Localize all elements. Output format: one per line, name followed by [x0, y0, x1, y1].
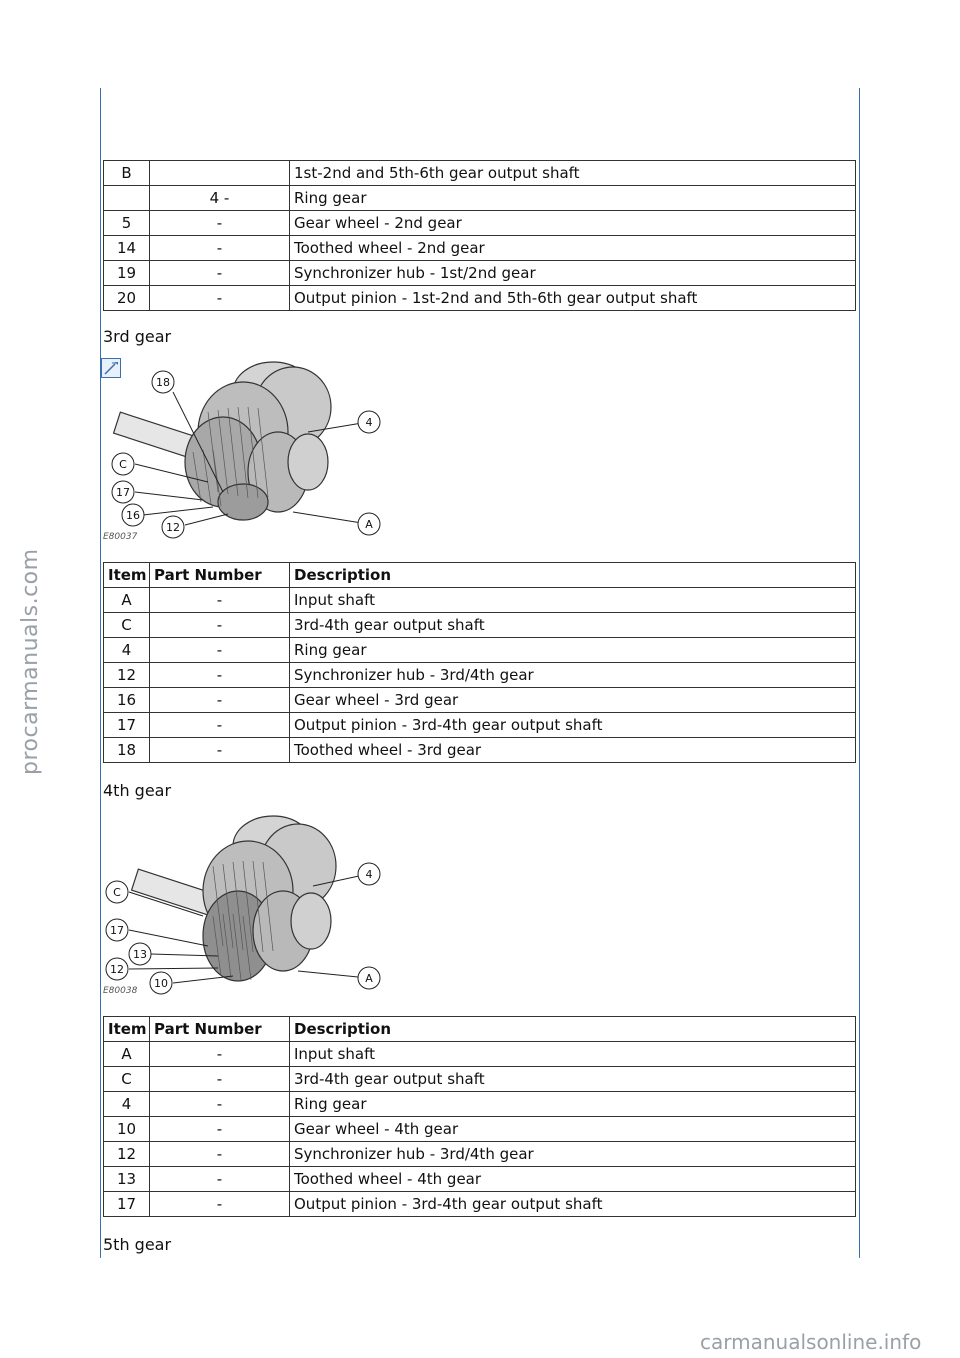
table-row — [104, 663, 856, 688]
table-row — [104, 688, 856, 713]
description-cell: Output pinion - 1st-2nd and 5th-6th gear output shaft — [290, 286, 856, 311]
item-cell: 12 — [104, 1142, 150, 1167]
description-cell: Ring gear — [290, 186, 856, 211]
item-cell: A — [104, 1042, 150, 1067]
item-cell: 14 — [104, 236, 150, 261]
parts-table-3rd-gear — [103, 562, 856, 763]
item-cell: B — [104, 161, 150, 186]
item-cell: 16 — [104, 688, 150, 713]
callout-4: 4 — [365, 868, 373, 881]
table-row — [104, 1092, 856, 1117]
table-row — [104, 713, 856, 738]
parts-table-4th-gear — [103, 1016, 856, 1217]
watermark-procarmanuals: procarmanuals.com — [18, 548, 43, 775]
description-cell: Synchronizer hub - 3rd/4th gear — [290, 663, 856, 688]
part-number-cell: - — [150, 688, 290, 713]
table-row — [104, 286, 856, 311]
figure-code-3rd: E80037 — [103, 532, 138, 542]
item-cell: 4 — [104, 638, 150, 663]
description-cell: Gear wheel - 2nd gear — [290, 211, 856, 236]
part-number-cell: - — [150, 738, 290, 763]
table-row — [104, 1042, 856, 1067]
part-number-cell: - — [150, 211, 290, 236]
table-row — [104, 186, 856, 211]
item-cell: 13 — [104, 1167, 150, 1192]
table-row — [104, 1167, 856, 1192]
description-cell: Input shaft — [290, 1042, 856, 1067]
callout-12: 12 — [166, 521, 180, 534]
part-number-cell: - — [150, 286, 290, 311]
part-number-cell: - — [150, 638, 290, 663]
parts-table-top — [103, 160, 856, 311]
callout-18: 18 — [156, 376, 170, 389]
table-row — [104, 738, 856, 763]
part-number-cell: - — [150, 613, 290, 638]
table-row — [104, 161, 856, 186]
part-number-cell: 4 - — [150, 186, 290, 211]
description-cell: 3rd-4th gear output shaft — [290, 1067, 856, 1092]
description-cell: Output pinion - 3rd-4th gear output shaft — [290, 713, 856, 738]
description-cell: Toothed wheel - 4th gear — [290, 1167, 856, 1192]
header-description: Description — [290, 1017, 856, 1042]
header-description: Description — [290, 563, 856, 588]
description-cell: Synchronizer hub - 3rd/4th gear — [290, 1142, 856, 1167]
section-title-3rd-gear: 3rd gear — [103, 327, 172, 346]
description-cell: Toothed wheel - 3rd gear — [290, 738, 856, 763]
table-row — [104, 638, 856, 663]
item-cell: 20 — [104, 286, 150, 311]
table-row — [104, 1142, 856, 1167]
part-number-cell: - — [150, 1067, 290, 1092]
callout-16: 16 — [126, 509, 140, 522]
table-header-row — [104, 1017, 856, 1042]
header-item: Item — [104, 1017, 150, 1042]
description-cell: Ring gear — [290, 1092, 856, 1117]
left-border-rule — [100, 88, 101, 1258]
part-number-cell: - — [150, 588, 290, 613]
figure-code-4th: E80038 — [103, 986, 138, 996]
callout-12: 12 — [110, 963, 124, 976]
item-cell: 17 — [104, 1192, 150, 1217]
table-row — [104, 1117, 856, 1142]
item-cell: 17 — [104, 713, 150, 738]
item-cell: 12 — [104, 663, 150, 688]
table-row — [104, 588, 856, 613]
part-number-cell: - — [150, 1117, 290, 1142]
item-cell: 10 — [104, 1117, 150, 1142]
callout-A: A — [365, 518, 373, 531]
item-cell: A — [104, 588, 150, 613]
section-title-4th-gear: 4th gear — [103, 781, 172, 800]
callout-C: C — [119, 458, 127, 471]
part-number-cell: - — [150, 713, 290, 738]
gear-illustration-4th — [103, 806, 393, 1000]
part-number-cell: - — [150, 1167, 290, 1192]
table-row — [104, 613, 856, 638]
callout-10: 10 — [154, 977, 168, 990]
table-row — [104, 261, 856, 286]
header-part-number: Part Number — [150, 1017, 290, 1042]
table-row — [104, 211, 856, 236]
table-row — [104, 1067, 856, 1092]
description-cell: Ring gear — [290, 638, 856, 663]
description-cell: 1st-2nd and 5th-6th gear output shaft — [290, 161, 856, 186]
item-cell: 5 — [104, 211, 150, 236]
part-number-cell: - — [150, 1192, 290, 1217]
gear-illustration-3rd — [103, 352, 393, 544]
header-item: Item — [104, 563, 150, 588]
table-row — [104, 236, 856, 261]
part-number-cell: - — [150, 1042, 290, 1067]
item-cell: 19 — [104, 261, 150, 286]
item-cell: C — [104, 613, 150, 638]
callout-4: 4 — [365, 416, 373, 429]
table-row — [104, 1192, 856, 1217]
description-cell: Output pinion - 3rd-4th gear output shaft — [290, 1192, 856, 1217]
callout-17: 17 — [116, 486, 130, 499]
description-cell: Synchronizer hub - 1st/2nd gear — [290, 261, 856, 286]
description-cell: Toothed wheel - 2nd gear — [290, 236, 856, 261]
callout-13: 13 — [133, 948, 147, 961]
description-cell: Input shaft — [290, 588, 856, 613]
part-number-cell: - — [150, 1142, 290, 1167]
header-part-number: Part Number — [150, 563, 290, 588]
part-number-cell: - — [150, 1092, 290, 1117]
item-cell — [104, 186, 150, 211]
description-cell: Gear wheel - 3rd gear — [290, 688, 856, 713]
part-number-cell — [150, 161, 290, 186]
item-cell: 18 — [104, 738, 150, 763]
callout-C: C — [113, 886, 121, 899]
right-border-rule — [859, 88, 860, 1258]
item-cell: 4 — [104, 1092, 150, 1117]
section-title-5th-gear: 5th gear — [103, 1235, 172, 1254]
description-cell: Gear wheel - 4th gear — [290, 1117, 856, 1142]
callout-A: A — [365, 972, 373, 985]
callout-17: 17 — [110, 924, 124, 937]
watermark-carmanualsonline: carmanualsonline.info — [700, 1330, 922, 1354]
item-cell: C — [104, 1067, 150, 1092]
part-number-cell: - — [150, 236, 290, 261]
description-cell: 3rd-4th gear output shaft — [290, 613, 856, 638]
table-header-row — [104, 563, 856, 588]
part-number-cell: - — [150, 663, 290, 688]
part-number-cell: - — [150, 261, 290, 286]
